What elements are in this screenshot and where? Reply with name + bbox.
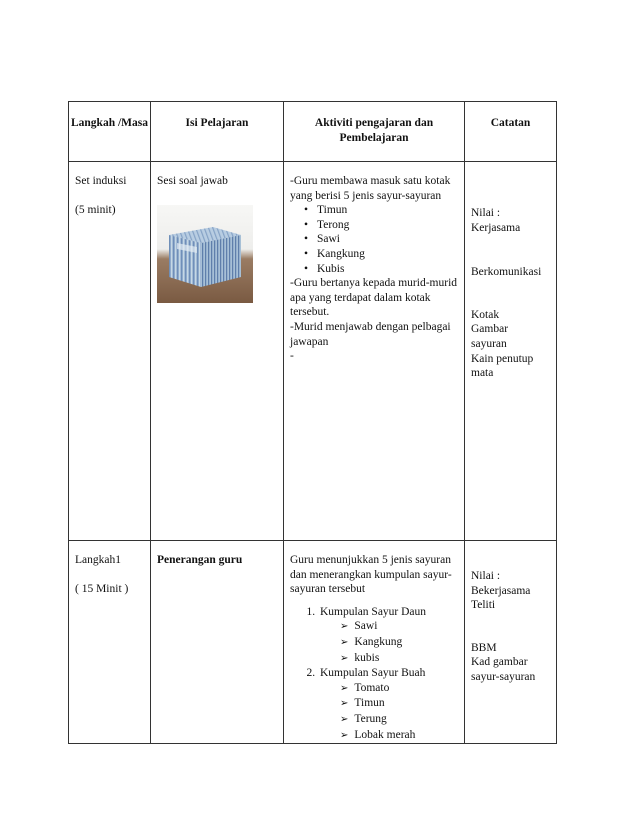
langkah-time: (5 minit) [75, 203, 116, 216]
list-item: • Kangkung [317, 247, 458, 262]
header-catatan: Catatan [465, 102, 557, 162]
cell-aktiviti [284, 541, 465, 744]
bbm-item: sayur-sayuran [471, 670, 536, 683]
cell-langkah [69, 162, 151, 541]
list-item: ➢ Lobak merah [340, 728, 458, 744]
nilai-label: Nilai : [471, 570, 501, 582]
header-aktiviti: Aktiviti pengajaran dan Pembelajaran [284, 102, 465, 162]
table-row [69, 541, 557, 744]
bbm-item: Gambar [471, 323, 509, 336]
table-row [69, 162, 557, 541]
group-items [320, 619, 458, 666]
list-item: ➢ kubis [340, 651, 458, 667]
list-item: ➢ Kangkung [340, 635, 458, 651]
bbm-label: BBM [471, 641, 497, 654]
isi-text: Penerangan guru [157, 554, 243, 566]
list-item: • Timun [317, 203, 458, 218]
cell-isi [151, 541, 284, 744]
lesson-plan-table [68, 101, 557, 744]
vegetable-list [290, 203, 458, 276]
nilai-value: Berkomunikasi [471, 266, 542, 279]
bbm-item: sayuran [471, 337, 507, 350]
group-label: Kumpulan Sayur Buah [320, 667, 426, 680]
cell-aktiviti [284, 162, 465, 541]
bbm-item: Kotak [471, 308, 500, 321]
aktiviti-intro: -Guru membawa masuk satu kotak yang berisi 5 jenis sayur-sayuran [290, 175, 451, 202]
list-item [318, 605, 458, 666]
striped-box-photo [157, 205, 253, 303]
aktiviti-question: -Guru bertanya kepada murid-murid apa yang terdapat dalam kotak tersebut. [290, 277, 458, 319]
nilai-label: Nilai : [471, 207, 501, 219]
nilai-value: Kerjasama [471, 221, 521, 234]
isi-text: Sesi soal jawab [157, 175, 228, 187]
list-item: • Kubis [317, 262, 458, 277]
header-langkah: Langkah /Masa [69, 102, 151, 162]
langkah-time: ( 15 Minit ) [75, 582, 129, 595]
aktiviti-answer: -Murid menjawab dengan pelbagai jawapan [290, 320, 451, 348]
cell-langkah [69, 541, 151, 744]
bbm-item: mata [471, 367, 494, 380]
list-item [318, 666, 458, 743]
nilai-value: Bekerjasama [471, 584, 531, 597]
header-row [69, 102, 557, 162]
cell-catatan [465, 162, 557, 541]
list-item: ➢ Tomato [340, 681, 458, 697]
langkah-title: Set induksi [75, 175, 127, 187]
bbm-item: Kad gambar [471, 656, 528, 669]
list-item: ➢ Timun [340, 696, 458, 712]
group-list [290, 605, 458, 743]
nilai-value: Teliti [471, 599, 496, 612]
aktiviti-dash: - [290, 350, 294, 363]
langkah-title: Langkah1 [75, 554, 121, 566]
aktiviti-intro: Guru menunjukkan 5 jenis sayuran dan menerangkan kumpulan sayur-sayuran tersebut [290, 554, 452, 596]
list-item: • Sawi [317, 232, 458, 247]
list-item: ➢ Sawi [340, 619, 458, 635]
group-label: Kumpulan Sayur Daun [320, 605, 427, 618]
list-item: ➢ Terung [340, 712, 458, 728]
cell-isi [151, 162, 284, 541]
group-items [320, 681, 458, 743]
cell-catatan [465, 541, 557, 744]
list-item: • Terong [317, 218, 458, 233]
bbm-item: Kain penutup [471, 352, 534, 365]
header-isi: Isi Pelajaran [151, 102, 284, 162]
